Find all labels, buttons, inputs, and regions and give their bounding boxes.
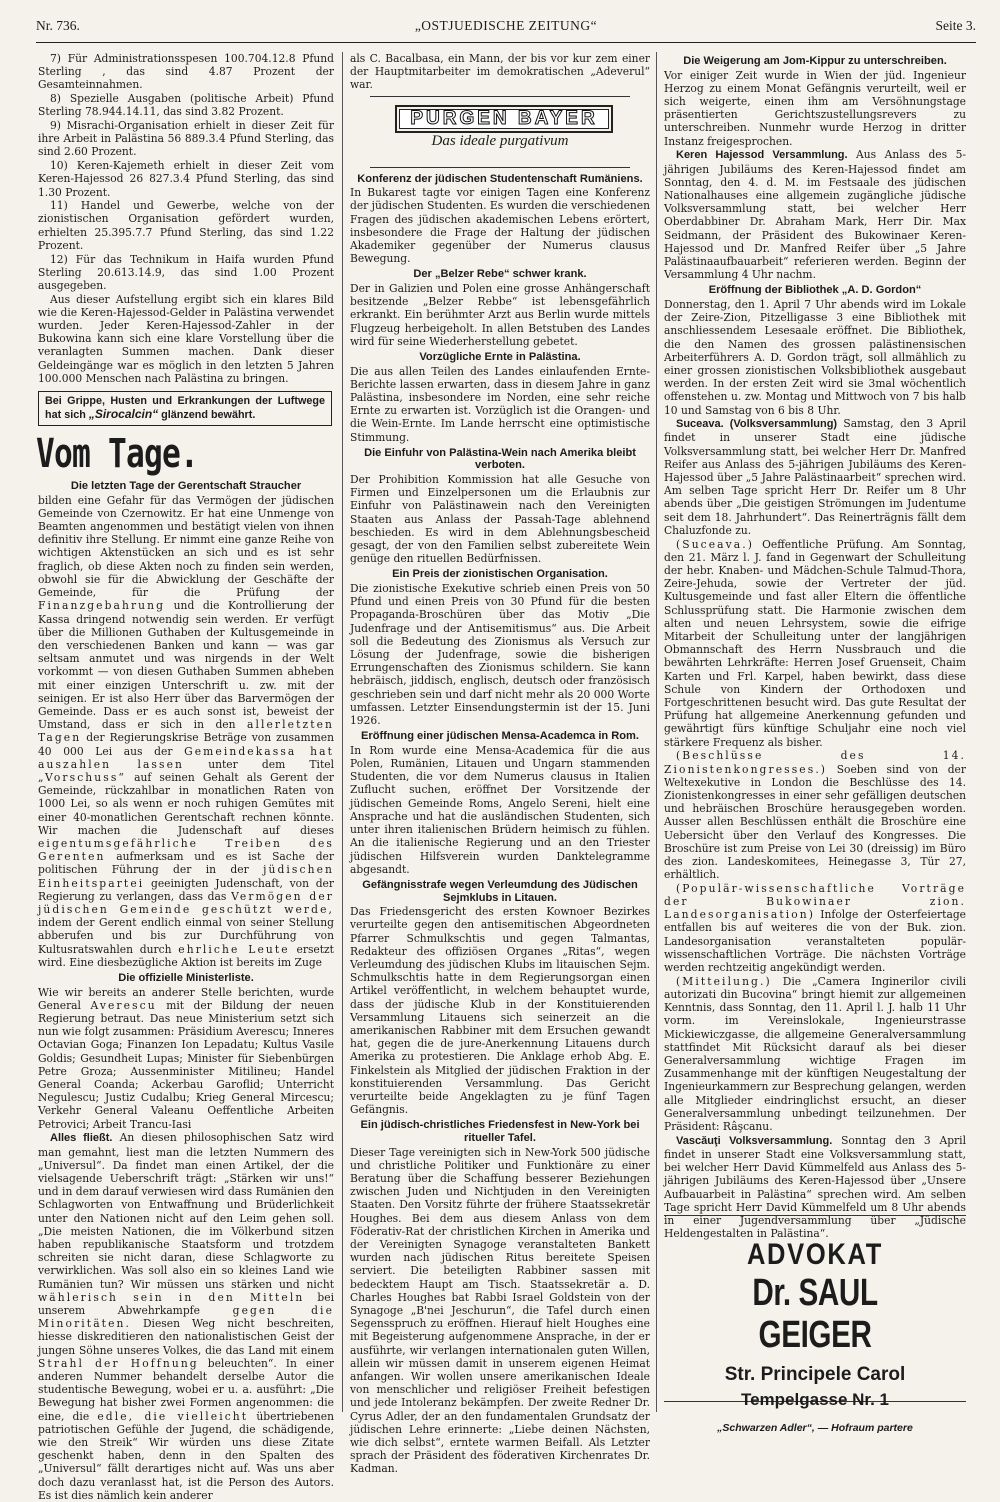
article-body: Die aus allen Teilen des Landes einlaufenden Ernte-Berichte lassen erwarten, dass in diesem Jahre in ganz Palästina, insbesondere im Norden, eine sehr reiche Ernte zu erwarten ist. Vorzüglich ist die Orangen- und die Wein-Ernte. Im Lande herrscht eine optimistische Stimmung. (350, 364, 650, 444)
ad-text: Bei Grippe, Husten und Erkrankungen der Luftwege hat sich (45, 395, 325, 422)
advokat-address: Tempelgasse Nr. 1 (740, 1390, 890, 1409)
article-heading: Vascăuţi Volksversammlung. (676, 1134, 833, 1147)
article-body: bilden eine Gefahr für das Vermögen der jüdischen Gemeinde von Czernowitz. Er hat eine Unmenge von Beamten angenommen und bestätigt vielen von ihnen definitiv ihre Stellung. Er nimmt eine ganze Reihe von wichtigen Aktenstücken an sich und es ist sehr fraglich, ob diese Akten noch zu finden sein werden, obwohl sie für die Abwicklung der Geschäfte der Gemeinde, für die Prüfung der Finanzgebahrung und die Kontrollierung der Kassa dringend notwendig sein werden. Er verfügt über die Millionen Guthaben der Kultusgemeinde in den verschiedenen Banken und kann — was gar seltsam anmutet und was nirgends in der Welt vorkommt — von diesen Guthaben Summen abheben mit einer einzigen Unterschrift u. zw. mit der seinigen. Er ist also Herr über das Barvermögen der Gemeinde. Dass er es auch sonst ist, beweist der Umstand, dass er sich in den allerletzten Tagen der Regierungskrise Beträge von zusammen 40 000 Lei aus der Gemeindekassa hat auszahlen lassen unter dem Titel „Vorschuss“ auf seinen Gehalt als Gerent der Gemeinde, rückzahlbar in monatlichen Raten von 1000 Lei, so als wenn er noch ruhigen Gemütes mit einer 40-monatlichen Gerentschaft rechnen könnte. Wir machen die Judenschaft auf dieses eigentumsgefährliche Treiben des Gerenten aufmerksam und es ist Sache der politischen Führung der in der jüdischen Einheitspartei geeinigten Judenschaft, von der Regierung zu verlangen, dass das Vermögen der jüdischen Gemeinde geschützt werde, indem der Gerent endlich einmal von seiner Stellung abberufen und bis zur Durchführung von Kultusratswahlen durch ehrliche Leute ersetzt wird. Eine diesbezügliche Aktion ist bereits im Zuge (38, 493, 335, 969)
article-body: Der Prohibition Kommission hat alle Gesuche von Firmen und Einzelpersonen um die Erlaubnis zur Einfuhr von Palästinawein nach den Vereinigten Staaten aus Anlass der Passah-Tage ablehnend beschieden. Es wird in dem Ablehnungsbescheid gesagt, der von den Familien selbst zubereitete Wein genüge den rituellen Bedürfnissen. (350, 473, 650, 566)
sirocalcin-ad (38, 391, 332, 426)
divider (370, 96, 630, 97)
masthead (36, 12, 976, 43)
advokat-ad (664, 1215, 966, 1434)
article-heading: Keren Hajessod Versammlung. (676, 149, 848, 162)
article-body: Keren Hajessod Versammlung. Aus Anlass des 5-jährigen Jubiläums des Keren-Hajessod findet am Sonntag, den 4. d. M. im Festsaale des jüdischen Nationalhauses eine allgemein zugängliche jüdische Volksversammlung statt, bei welcher Herr Oberdabbiner Dr. Abraham Mark, Herr Dir. Max Seidmann, der Präsident des Bukowinaer Keren-Hajessod und Dr. Manfred Reifer über „5 Jahre Palästinaaufbauarbeit“ referieren werden. Beginn der Versammlung 4 Uhr nachm. (664, 148, 966, 282)
article-body: als C. Bacalbasa, ein Mann, der bis vor kur zem einer der Hauptmitarbeiter im demokratischen „Adeverul“ war. (350, 52, 650, 92)
article-body: Wie wir bereits an anderer Stelle berichten, wurde General Averescu mit der Bildung der neuen Regierung betraut. Das neue Ministerium setzt sich nun wie folgt zusammen: Präsidium Averescu; Inneres Octavian Goga; Finanzen Ion Lepadatu; Kultus Vasile Goldis; Gesundheit Lupas; Minister für Siebenbürgen Petre Groza; Aussenminister Mitilineu; Handel General Coanda; Ackerbau Garoflid; Unterricht Negulescu; Justiz Cudalbu; Krieg General Mircescu; Verkehr General Valeanu Oeffentliche Arbeiten Petrovici; Arbeit Trancu-Iasi (38, 985, 334, 1131)
article-body: Alles fließt. An diesen philosophischen Satz wird man gemahnt, liest man die letzten Nummern des „Universul“. Da findet man einen Artikel, der die vielsagende Ueberschrift trägt: „Stärken wir uns!“ und in dem darauf verwiesen wird dass Rumänien den Schlagworten von Entwaffnung und Brüderlichkeit unter den Nationen nicht auf den Leim gehen soll. „Die meisten Nationen, die im Völkerbund sitzen haben republikanische Staatsform und trotzdem schreiten sie nicht daran, diese Schlagworte zu verwirklichen. Was soll also ein so kleines Land wie Rumänien tun? Wir müssen uns stärken und nicht wählerisch sein in den Mitteln bei unserem Abwehrkampfe gegen die Minoritäten. Diesen Weg nicht beschreiten, hiesse diskreditieren den nationalistischen Geist der jungen Söhne unseres Volkes, die das Land mit einem Strahl der Hoffnung beleuchten“. In einer anderen Nummer behandelt derselbe Autor die studentische Bewegung, wobei er u. a. ausführt: „Die Bewegung hat bisher zwei Formen angenommen: die eine, die edle, die vielleicht übertriebenen patriotischen Gefühle der Jugend, die schädigende, wie den Streik“ Wir würden uns diese Zitate geschenkt haben, denn in den Spalten des „Universul“ fällt derartiges nicht auf. Was uns aber doch dazu veranlasst hat, ist die Person des Autors. Es ist dies nämlich kein anderer (38, 1131, 335, 1502)
article-body: (Suceava.) Oeffentliche Prüfung. Am Sonntag, den 21. März l. J. fand in Gegenwart der Schulleitung der hebr. Knaben- und Mädchen-Schule Talmud-Thora, Zeire-Jehuda, sowie der Vertreter der jüd. Kultusgemeinde und fast aller Eltern die öffentliche Schlussprüfung statt. Die Harmonie zwischen dem alten und neuen Lehrsystem, sowie die eifrige Mitarbeit der Schulleitung unter der langjährigen Obmannschaft des Herrn Nussbrauch und die bewährten Lehrkräfte: Herren Josef Gruenseit, Chaim Karten und Frl. Karpel, haben bewirkt, dass diese Schule von Kindern der Orthodoxen und Fortgeschrittenen besucht wird. Das gute Resultat der Prüfung hat allgemeine Anerkennung gefunden und gewährtigt fürs künftige Schuljahr eine noch viel stärkere Frequenz als bisher. (664, 537, 966, 749)
article-body: Der in Galizien und Polen eine grosse Anhängerschaft besitzende „Belzer Rebbe“ ist lebensgefährlich erkrankt. Ein berühmter Arzt aus Berlin wurde mittels Flugzeug herbeigeholt. In allen Betstuben des Landes wird für seine Wiederherstellung gebetet. (350, 282, 650, 348)
article-heading: Die Weigerung am Jom-Kippur zu unterschreiben. (683, 55, 947, 67)
advokat-name: Dr. SAUL GEIGER (752, 1272, 878, 1356)
article-body: (Beschlüsse des 14. Zionistenkongresses.) Soeben sind von der Weltexekutive in London die Beschlüsse des 14. Zionistenkongresses in einer sehr gefälligen deutschen und hebräischen Broschüre herausgegeben worden. Ausser allen Beschlüssen enthält die Broschüre eine Uebersicht über den Verlauf des Kongresses. Die Broschüre ist zum Preise von Lei 30 (dreissig) im Büro des zion. Landeskomitees, Heinegasse 3, Tür 27, erhältlich. (664, 749, 966, 882)
article-body: Vascăuţi Volksversammlung. Sonntag den 3 April findet in unserer Stadt eine Volksversammlung statt, bei welcher Herr David Kümmelfeld aus Anlass des 5-jährigen Jubiläums des Keren-Hajessod über „Unsere Aufbauarbeit in Palästina“ sprechen wird. Am selben Tage spricht Herr David Kümmelfeld um 8 Uhr abends in einer Jugendversammlung über „Jüdische Heldengestalten in Palästina“. (664, 1133, 967, 1241)
article-heading: Konferenz der jüdischen Studentenschaft Rumäniens. (357, 172, 643, 185)
article-body: Die zionistische Exekutive schrieb einen Preis von 50 Pfund und einen Preis von 30 Pfund für die besten Propaganda-Broschüren über das Motiv „Die Judenfrage und der Antisemitismus“ aus. Die Arbeit soll die Bedeutung des Zionismus als Versuch zur Lösung der Judenfrage, sowie die bisherigen Errungenschaften des Zionismus schildern. Sie kann hebräisch, jiddisch, englisch, deutsch oder französisch geschrieben sein und darf nicht mehr als 20 000 Worte umfassen. Letzter Einsendungstermin ist der 15. Juni 1926. (350, 582, 650, 728)
article-body: In Rom wurde eine Mensa-Academica für die aus Polen, Rumänien, Litauen und Ungarn stammenden Studenten, die vor dem Numerus clausus in Italien Zuflucht suchen, eröffnet Der Vorsitzende der jüdischen Gemeinde Roms, Angelo Sereni, hielt eine Ansprache und hat die ausländischen Studenten, sich unter ihren italienischen Brüdern heimisch zu fühlen. An die italienische Regierung und an den Triester jüdischen Hilfsverein wurden Danktelegramme abgesandt. (350, 743, 650, 876)
stat-item: 9) Misrachi-Organisation erhielt in dieser Zeit für ihre Arbeit in Palästina 56 889.3.4 Pfund Sterling, das sind 2.60 Prozent. (38, 119, 334, 159)
stat-item: 8) Spezielle Ausgaben (politische Arbeit) Pfund Sterling 78.944.14.11, das sind 3.82 Prozent. (38, 92, 334, 119)
purgen-ad (360, 105, 640, 161)
article-heading: Die Einfuhr von Palästina-Wein nach Amerika bleibt verboten. (364, 446, 636, 472)
divider (370, 167, 630, 168)
column-left (36, 52, 335, 1502)
section-title: Vom Tage. (36, 431, 199, 478)
stat-item: 11) Handel und Gewerbe, welche von der zionistischen Organisation gefördert wurden, erhielten 25.395.7.7 Pfund Sterling, das sind 1.22 Prozent. (38, 199, 334, 252)
page-number: Seite 3. (935, 18, 976, 33)
article-body: In Bukarest tagte vor einigen Tagen eine Konferenz der jüdischen Studenten. Es wurden die verschiedenen Fragen des jüdischen akademischen Lebens erörtert, insbesondere die Frage der Haltung der jüdischen Akademiker gegenüber der Numerus clausus Bewegung. (350, 186, 651, 266)
article-body: Dieser Tage vereinigten sich in New-York 500 jüdische und christliche Politiker und Funktionäre zu einer Beratung über die Schaffung besserer Beziehungen zwischen Juden und Nichtjuden in den Vereinigten Staaten. Den Vorsitz führte der frühere Staatssekretär Houghes. Bei dem aus diesem Anlass von dem Föderativ-Rat der christlichen Kirchen in Amerika und der Vereinigten Synagoge veranstalteten Bankett wurden nach jüdischen Ritus bereitete Speisen serviert. Die beteiligten Rabbiner sassen mit bedecktem Haupt am Tisch. Staatssekretär a. D. Charles Houghes bat Rabbi Israel Goldstein von der Synagoge „B'nei Jeschurun“, die Tafel durch einen Segensspruch zu eröffnen. Hierauf hielt Houghes eine mit Begeisterung aufgenommene Ansprache, in der er ausführte, wir verlangen internationalen guten Willen, allein wir müssen damit in unserem eigenen Heimat anfangen. Wir wollen unsere amerikanischen Ideale von menschlicher und religiöser Freiheit befestigen und jede Intoleranz bekämpfen. Der zweite Redner Dr. Cyrus Adler, der an den fundamentalen Grundsatz der jüdischen Lehre erinnerte: „Liebe deinen Nächsten, wie dich selbst“, erntete warmen Beifall. Als Letzter sprach der Präsident des föderativen Kirchenrates Dr. Kadman. (350, 1145, 650, 1476)
article-heading: Vorzügliche Ernte in Palästina. (419, 351, 581, 364)
article-heading: Der „Belzer Rebe“ schwer krank. (413, 268, 587, 281)
article-heading: Eröffnung der Bibliothek „A. D. Gordon“ (708, 284, 922, 297)
article-body: (Populär-wissenschaftliche Vorträge der Bukowinaer zion. Landesorganisation) Infolge der Osterfeiertage entfallen bis auf weiteres die von der Buk. zion. Landesorganisation veranstalteten populär-wissenschaftlichen Vorträge. Die nächsten Vorträge werden rechtzeitig angekündigt werden. (664, 881, 967, 975)
stat-summary: Aus dieser Aufstellung ergibt sich ein klares Bild wie die Keren-Hajessod-Gelder in Palästina verwendet wurden. Jeder Keren-Hajessod-Zahler in der Bukowina kann sich eine klare Vorstellung über die veranlagten Summen machen. Dank dieser Geldeingänge war es möglich in den letzten 5 Jahren 100.000 Menschen nach Palästina zu bringen. (38, 292, 334, 385)
article-heading: Die letzten Tage der Gerentschaft Straucher (70, 480, 302, 493)
column-divider (342, 52, 343, 1412)
column-middle (350, 52, 651, 1476)
advokat-location: „Schwarzen Adler“, — Hofraum partere (717, 1422, 913, 1434)
issue-number: Nr. 736. (36, 18, 80, 33)
advokat-street: Str. Principele Carol (724, 1364, 906, 1385)
ad-text: glänzend bewährt. (158, 409, 256, 422)
stat-item: 10) Keren-Kajemeth erhielt in dieser Zeit vom Keren-Hajessod 26 827.3.4 Pfund Sterling, das sind 1.30 Prozent. (38, 159, 334, 199)
article-body: Vor einiger Zeit wurde in Wien der jüd. Ingenieur Herzog zu einem Monat Gefängnis verurteilt, weil er sich weigerte, einen ihm am Versöhnungstage präsentierten Gerichtszustellungsrevers zu unterschreiben. Nunmehr wurde Herzog in dritter Instanz freigesprochen. (664, 68, 966, 148)
advokat-title: ADVOKAT (746, 1238, 884, 1271)
article-heading: Ein jüdisch-christliches Friedensfest in New-York bei ritueller Tafel. (360, 1119, 640, 1144)
newspaper-title: „OSTJUEDISCHE ZEITUNG“ (414, 18, 598, 33)
article-body: Donnerstag, den 1. April 7 Uhr abends wird im Lokale der Zeire-Zion, Pitzelligasse 3 eine Bibliothek mit anschliessendem Lesesaale eröffnet. Die Bibliothek, die den Namen des grossen palästinensischen Arbeiterführers A. D. Gordon trägt, soll allmählich zu einer grossen zionistischen Volksbibliothek ausgebaut werden. In der ersten Zeit wird sie 3mal wöchentlich offenstehen u. zw. Montag und Mittwoch von 7 bis halb 10 und Samstag von 6 bis 8 Uhr. (664, 297, 966, 417)
article-body: Suceava. (Volksversammlung) Samstag, den 3 April findet in unserer Stadt eine jüdische Volksversammlung statt, bei welcher Herr Dr. Manfred Reifer aus Anlass des 5-jährigen Jubiläums des Keren-Hajessod über „5 Jahre Palästinaarbeit“ sprechen wird. Am selben Tage spricht Herr Dr. Reifer um 8 Uhr abends über „Die geistigen Strömungen im Judentume seit dem 18. Jahrhundert“. Das Reinerträgnis fällt dem Chaluzfonde zu. (664, 417, 966, 537)
stat-item: 7) Für Administrationsspesen 100.704.12.8 Pfund Sterling , das sind 4.87 Prozent der Gesamteinnahmen. (38, 52, 334, 92)
article-heading: Suceava. (Volksversammlung) (676, 418, 838, 431)
article-heading: Die offizielle Ministerliste. (118, 971, 254, 984)
purgen-tagline: Das ideale purgativum (431, 132, 569, 149)
column-right (664, 52, 967, 1241)
purgen-banner: PURGEN BAYER (395, 105, 613, 133)
stat-item: 12) Für das Technikum in Haifa wurden Pfund Sterling 20.613.14.9, das sind 1.00 Prozent ausgegeben. (38, 252, 334, 292)
column-divider (656, 52, 657, 1412)
article-body: Das Friedensgericht des ersten Kownoer Bezirkes verurteilte gegen den antisemitischen Abgeordneten Pfarrer Schmulkschtis und gegen Talmantas, Redakteur des offiziösen Organes „Ritas“, wegen Verleumdung des jüdischen Klubs im litauischen Sejm. Schmulkschtis hatte in dem Regierungsorgan einen Artikel veröffentlicht, in welchem behauptet wurde, dass der jüdische Klub in der Konstituierenden Versammlung Litauens sich seinerzeit an die amerikanischen Rabbiner mit dem Ersuchen gewandt hat, gegen die de jure-Anerkennung Litauens durch Amerika zu protestieren. Die Anklage erhob Abg. E. Finkelstein als Mitglied der jüdischen Fraktion in der konstituierenden Versammlung. Das Gericht verurteilte beide Angeklagten zu je fünf Tagen Gefängnis. (350, 905, 650, 1117)
article-heading: Eröffnung einer jüdischen Mensa-Academca in Rom. (360, 730, 639, 743)
article-body: (Mitteilung.) Die „Camera Inginerilor civili autorizati din Bucovina“ bringt hiemit zur allgemeinen Kenntnis, dass Sonntag, den 11. April l. J. halb 11 Uhr vorm. im Vereinslokale, Ingenieurstrasse Mickiewiczgasse, die allgemeine Generalversammlung stattfindet Mit Rücksicht darauf als bei dieser Generalversammlung wichtige Fragen im Zusammenhange mit der künftigen Neugestaltung der Ingenieurkammern zur Besprechung gelangen, werden alle Mitglieder eindringlichst ersucht, an dieser Generalversammlung unbedingt teilzunehmen. Der Präsident: Râşcanu. (664, 974, 966, 1134)
article-heading: Alles fließt. (50, 1132, 113, 1145)
article-heading: Gefängnisstrafe wegen Verleumdung des Jüdischen Sejmklubs in Litauen. (362, 878, 638, 904)
ad-brand: „Sirocalcin“ (88, 407, 159, 422)
article-heading: Ein Preis der zionistischen Organisation. (392, 568, 608, 581)
